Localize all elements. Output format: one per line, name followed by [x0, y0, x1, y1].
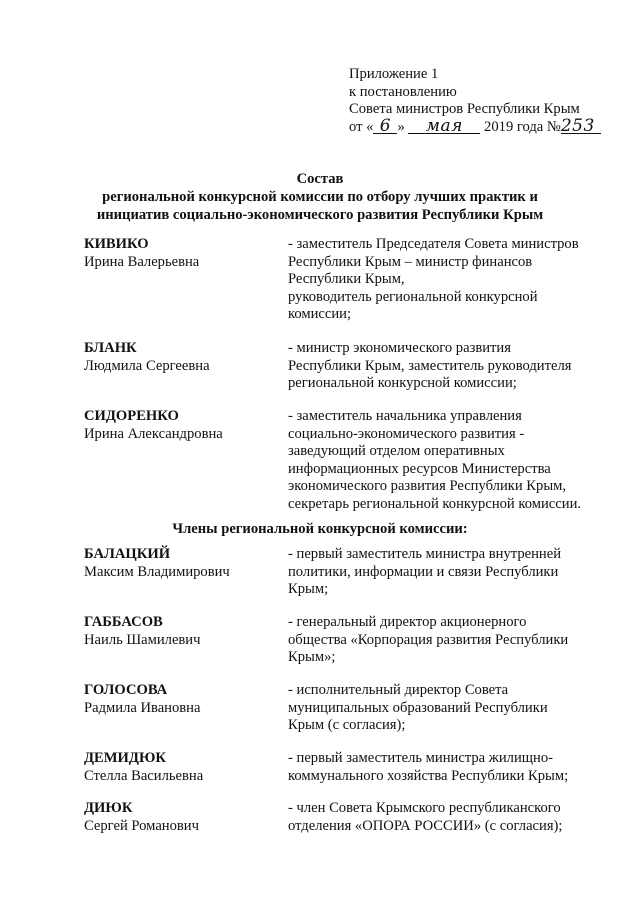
role-line: комиссии;	[288, 306, 352, 322]
role-line: Крым (с согласия);	[288, 717, 406, 733]
role-line: Крым»;	[288, 649, 336, 665]
annex-date-line	[349, 115, 629, 137]
role-line: - член Совета Крымского республиканского	[288, 800, 561, 816]
role-line: политики, информации и связи Республики	[288, 563, 559, 580]
member-given-name: Сергей Романович	[84, 817, 199, 834]
role-line: - заместитель начальника управления	[288, 408, 522, 424]
role-line: - исполнительный директор Совета	[288, 682, 509, 698]
member-surname: БЛАНК	[84, 340, 137, 356]
handwritten-number: 253	[561, 119, 601, 134]
member-role	[288, 340, 604, 393]
member-surname: СИДОРЕНКО	[84, 408, 179, 424]
role-line: - министр экономического развития	[288, 340, 511, 356]
role-line: общества «Корпорация развития Республики	[288, 631, 569, 648]
member-surname: ГОЛОСОВА	[84, 682, 168, 698]
member-role	[288, 546, 604, 599]
member-surname: КИВИКО	[84, 236, 149, 252]
member-role	[288, 682, 604, 735]
role-line: муниципальных образований Республики	[288, 699, 548, 716]
year-text: 2019 года №	[484, 118, 561, 135]
annex-header	[349, 66, 629, 136]
handwritten-month: мая	[408, 119, 480, 134]
member-role	[288, 800, 604, 835]
role-line: Республики Крым – министр финансов	[288, 253, 533, 270]
role-line: экономического развития Республики Крым,	[288, 478, 567, 494]
date-mid: »	[397, 118, 405, 135]
role-line: - заместитель Председателя Совета министров	[288, 236, 579, 252]
member-surname: БАЛАЦКИЙ	[84, 546, 171, 562]
member-role	[288, 614, 604, 667]
role-line: Республики Крым,	[288, 271, 405, 287]
annex-line-3: Совета министров Республики Крым	[349, 101, 580, 117]
role-line: - генеральный директор акционерного	[288, 614, 527, 630]
member-role	[288, 750, 604, 785]
role-line: - первый заместитель министра жилищно-	[288, 750, 553, 766]
annex-line-2: к постановлению	[349, 83, 457, 100]
member-role	[288, 236, 604, 324]
role-line: коммунального хозяйства Республики Крым;	[288, 767, 569, 784]
member-given-name: Ирина Валерьевна	[84, 253, 200, 270]
role-line: секретарь региональной конкурсной комиссии.	[288, 495, 582, 512]
annex-line-1: Приложение 1	[349, 66, 439, 82]
member-given-name: Наиль Шамилевич	[84, 631, 201, 648]
date-prefix: от «	[349, 118, 374, 135]
role-line: - первый заместитель министра внутренней	[288, 546, 562, 562]
title-line-2: региональной конкурсной комиссии по отбору лучших практик и	[102, 189, 538, 205]
handwritten-day: 6	[373, 119, 397, 134]
role-line: отделения «ОПОРА РОССИИ» (с согласия);	[288, 817, 563, 834]
role-line: социально-экономического развития -	[288, 425, 525, 442]
member-given-name: Стелла Васильевна	[84, 767, 204, 784]
title-line-3: инициатив социально-экономического развития Республики Крым	[96, 207, 544, 223]
member-role	[288, 408, 604, 513]
role-line: информационных ресурсов Министерства	[288, 460, 551, 477]
role-line: руководитель региональной конкурсной	[288, 288, 538, 305]
role-line: Республики Крым, заместитель руководителя	[288, 357, 572, 374]
member-surname: ДИЮК	[84, 800, 133, 816]
title-line-1: Состав	[296, 171, 344, 187]
document-title	[60, 170, 580, 224]
role-line: Крым;	[288, 581, 329, 597]
member-given-name: Радмила Ивановна	[84, 699, 201, 716]
member-given-name: Людмила Сергеевна	[84, 357, 210, 374]
member-given-name: Ирина Александровна	[84, 425, 223, 442]
members-heading: Члены региональной конкурсной комиссии:	[172, 521, 468, 537]
member-given-name: Максим Владимирович	[84, 563, 230, 580]
member-surname: ГАББАСОВ	[84, 614, 163, 630]
role-line: региональной конкурсной комиссии;	[288, 375, 517, 391]
member-surname: ДЕМИДЮК	[84, 750, 166, 766]
role-line: заведующий отделом оперативных	[288, 443, 505, 459]
